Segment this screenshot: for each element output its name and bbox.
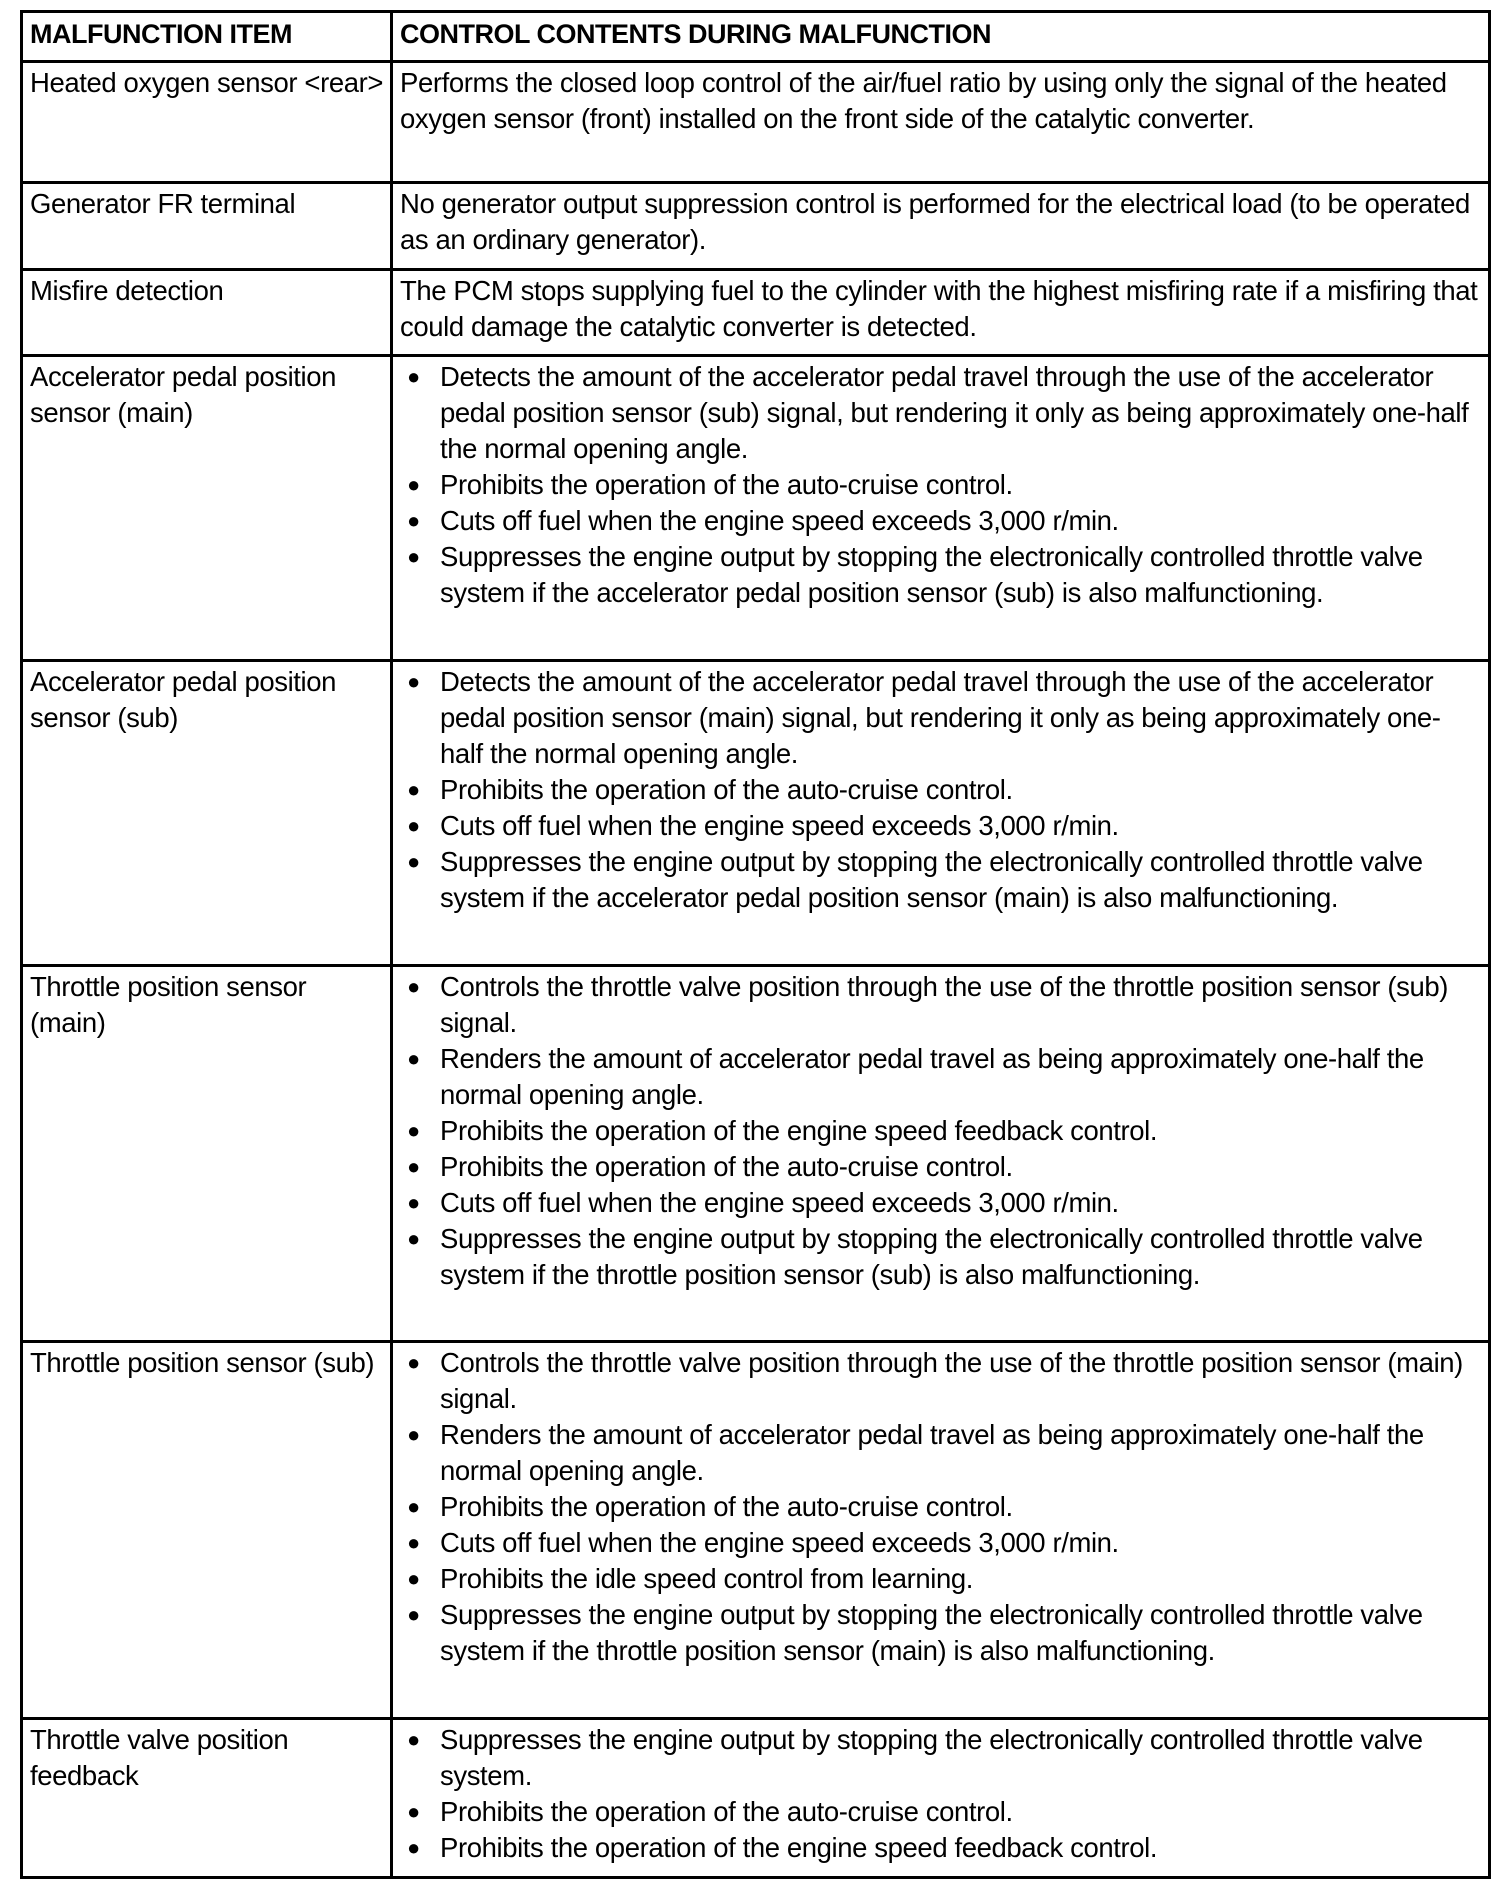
bullet-icon: ● bbox=[407, 1494, 420, 1519]
control-contents-cell bbox=[392, 356, 1490, 661]
control-bullet-item bbox=[400, 503, 1482, 539]
bullet-icon: ● bbox=[407, 1602, 420, 1627]
control-bullet-list bbox=[400, 1722, 1482, 1866]
bullet-text: Suppresses the engine output by stopping the electronically controlled throttle valve system if the accelerator pedal position sensor (sub) is also malfunctioning. bbox=[440, 541, 1423, 608]
bullet-text: Detects the amount of the accelerator pedal travel through the use of the accelerator pedal position sensor (main) signal, but rendering it only as being approximately one-half the normal opening angle. bbox=[440, 666, 1441, 769]
bullet-text: Prohibits the operation of the auto-cruise control. bbox=[440, 774, 1013, 805]
control-bullet-item bbox=[400, 539, 1482, 611]
malfunction-item-cell: Throttle position sensor (sub) bbox=[22, 1342, 392, 1719]
control-bullet-item bbox=[400, 844, 1482, 916]
control-contents-cell: No generator output suppression control is performed for the electrical load (to be operated as an ordinary generator). bbox=[392, 183, 1490, 270]
control-bullet-item bbox=[400, 969, 1482, 1041]
bullet-icon: ● bbox=[407, 1799, 420, 1824]
bullet-icon: ● bbox=[407, 974, 420, 999]
bullet-text: Cuts off fuel when the engine speed exceeds 3,000 r/min. bbox=[440, 1187, 1119, 1218]
bullet-text: Detects the amount of the accelerator pedal travel through the use of the accelerator pedal position sensor (sub) signal, but rendering it only as being approximately one-half the normal opening angle. bbox=[440, 361, 1469, 464]
bullet-icon: ● bbox=[407, 544, 420, 569]
control-bullet-item bbox=[400, 1041, 1482, 1113]
control-bullet-item bbox=[400, 808, 1482, 844]
bullet-text: Controls the throttle valve position through the use of the throttle position sensor (main) signal. bbox=[440, 1347, 1463, 1414]
table-row bbox=[22, 1342, 1490, 1719]
bullet-text: Cuts off fuel when the engine speed exceeds 3,000 r/min. bbox=[440, 505, 1119, 536]
table-row bbox=[22, 1719, 1490, 1878]
bullet-icon: ● bbox=[407, 1154, 420, 1179]
bullet-text: Prohibits the operation of the auto-cruise control. bbox=[440, 1491, 1013, 1522]
malfunction-item-cell: Throttle valve position feedback bbox=[22, 1719, 392, 1878]
bullet-icon: ● bbox=[407, 1566, 420, 1591]
bullet-text: Renders the amount of accelerator pedal travel as being approximately one-half the normal opening angle. bbox=[440, 1043, 1424, 1110]
bullet-text: Prohibits the idle speed control from learning. bbox=[440, 1563, 974, 1594]
control-contents-cell bbox=[392, 661, 1490, 966]
control-bullet-item bbox=[400, 1830, 1482, 1866]
bullet-icon: ● bbox=[407, 1530, 420, 1555]
bullet-text: Prohibits the operation of the auto-cruise control. bbox=[440, 469, 1013, 500]
bullet-text: Prohibits the operation of the engine speed feedback control. bbox=[440, 1832, 1158, 1863]
control-bullet-item bbox=[400, 359, 1482, 467]
malfunction-control-table bbox=[20, 10, 1491, 1879]
control-bullet-list bbox=[400, 1345, 1482, 1669]
control-bullet-item bbox=[400, 1561, 1482, 1597]
bullet-icon: ● bbox=[407, 777, 420, 802]
control-bullet-item bbox=[400, 1185, 1482, 1221]
bullet-text: Suppresses the engine output by stopping the electronically controlled throttle valve system. bbox=[440, 1724, 1423, 1791]
bullet-text: Suppresses the engine output by stopping the electronically controlled throttle valve system if the accelerator pedal position sensor (main) is also malfunctioning. bbox=[440, 846, 1423, 913]
malfunction-item-cell: Throttle position sensor (main) bbox=[22, 966, 392, 1342]
control-contents-cell: The PCM stops supplying fuel to the cylinder with the highest misfiring rate if a misfiring that could damage the catalytic converter is detected. bbox=[392, 270, 1490, 356]
control-bullet-item bbox=[400, 1489, 1482, 1525]
bullet-text: Suppresses the engine output by stopping the electronically controlled throttle valve system if the throttle position sensor (sub) is also malfunctioning. bbox=[440, 1223, 1423, 1290]
bullet-text: Controls the throttle valve position through the use of the throttle position sensor (sub) signal. bbox=[440, 971, 1449, 1038]
malfunction-item-cell: Misfire detection bbox=[22, 270, 392, 356]
bullet-icon: ● bbox=[407, 1190, 420, 1215]
bullet-text: Prohibits the operation of the engine speed feedback control. bbox=[440, 1115, 1158, 1146]
malfunction-item-cell: Accelerator pedal position sensor (sub) bbox=[22, 661, 392, 966]
bullet-icon: ● bbox=[407, 1422, 420, 1447]
table-row bbox=[22, 183, 1490, 270]
bullet-icon: ● bbox=[407, 364, 420, 389]
control-bullet-item bbox=[400, 1345, 1482, 1417]
bullet-icon: ● bbox=[407, 1727, 420, 1752]
bullet-icon: ● bbox=[407, 1350, 420, 1375]
bullet-text: Cuts off fuel when the engine speed exceeds 3,000 r/min. bbox=[440, 1527, 1119, 1558]
control-bullet-item bbox=[400, 1794, 1482, 1830]
malfunction-item-cell: Generator FR terminal bbox=[22, 183, 392, 270]
control-contents-cell: Performs the closed loop control of the air/fuel ratio by using only the signal of the heated oxygen sensor (front) installed on the front side of the catalytic converter. bbox=[392, 62, 1490, 183]
bullet-text: Suppresses the engine output by stopping the electronically controlled throttle valve system if the throttle position sensor (main) is also malfunctioning. bbox=[440, 1599, 1423, 1666]
bullet-text: Prohibits the operation of the auto-cruise control. bbox=[440, 1796, 1013, 1827]
control-bullet-item bbox=[400, 1417, 1482, 1489]
control-bullet-list bbox=[400, 359, 1482, 611]
table-row bbox=[22, 62, 1490, 183]
bullet-text: Prohibits the operation of the auto-cruise control. bbox=[440, 1151, 1013, 1182]
control-contents-cell bbox=[392, 1719, 1490, 1878]
control-contents-cell bbox=[392, 1342, 1490, 1719]
bullet-icon: ● bbox=[407, 849, 420, 874]
bullet-text: Cuts off fuel when the engine speed exceeds 3,000 r/min. bbox=[440, 810, 1119, 841]
table-header-row bbox=[22, 12, 1490, 62]
bullet-icon: ● bbox=[407, 1046, 420, 1071]
control-bullet-item bbox=[400, 467, 1482, 503]
bullet-icon: ● bbox=[407, 508, 420, 533]
bullet-icon: ● bbox=[407, 472, 420, 497]
malfunction-item-cell: Heated oxygen sensor <rear> bbox=[22, 62, 392, 183]
malfunction-item-cell: Accelerator pedal position sensor (main) bbox=[22, 356, 392, 661]
header-malfunction-item: MALFUNCTION ITEM bbox=[22, 12, 392, 62]
bullet-icon: ● bbox=[407, 1835, 420, 1860]
control-bullet-item bbox=[400, 1113, 1482, 1149]
control-bullet-list bbox=[400, 969, 1482, 1293]
bullet-text: Renders the amount of accelerator pedal travel as being approximately one-half the normal opening angle. bbox=[440, 1419, 1424, 1486]
control-bullet-item bbox=[400, 1722, 1482, 1794]
table-row bbox=[22, 270, 1490, 356]
bullet-icon: ● bbox=[407, 669, 420, 694]
control-bullet-item bbox=[400, 1221, 1482, 1293]
bullet-icon: ● bbox=[407, 813, 420, 838]
bullet-icon: ● bbox=[407, 1118, 420, 1143]
control-contents-cell bbox=[392, 966, 1490, 1342]
control-bullet-item bbox=[400, 664, 1482, 772]
control-bullet-list bbox=[400, 664, 1482, 916]
header-control-contents: CONTROL CONTENTS DURING MALFUNCTION bbox=[392, 12, 1490, 62]
table-row bbox=[22, 661, 1490, 966]
control-bullet-item bbox=[400, 1597, 1482, 1669]
bullet-icon: ● bbox=[407, 1226, 420, 1251]
control-bullet-item bbox=[400, 772, 1482, 808]
table-row bbox=[22, 356, 1490, 661]
control-bullet-item bbox=[400, 1149, 1482, 1185]
control-bullet-item bbox=[400, 1525, 1482, 1561]
table-row bbox=[22, 966, 1490, 1342]
